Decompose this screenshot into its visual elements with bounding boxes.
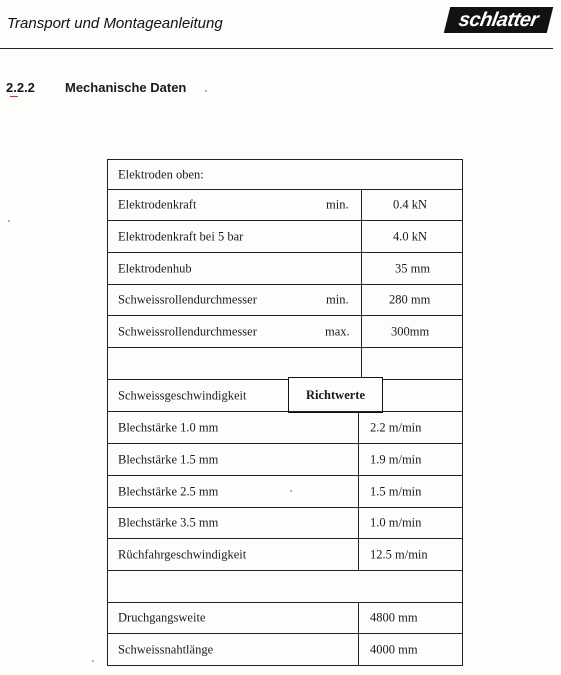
table-row [107, 252, 463, 285]
row-value: 1.5 m/min [370, 484, 422, 498]
scan-speck [8, 220, 10, 222]
row-value: 4800 mm [370, 610, 418, 625]
speed-heading: Schweissgeschwindigkeit [118, 388, 247, 402]
column-divider [358, 633, 359, 666]
column-divider [361, 220, 362, 253]
column-divider [361, 347, 362, 380]
section-number: 2.2.2 [6, 80, 35, 95]
table-row-empty [107, 347, 463, 380]
table-row [107, 602, 463, 634]
row-value: 4.0 kN [393, 229, 428, 243]
row-label: Blechstärke 3.5 mm [118, 515, 219, 530]
row-label: Blechstärke 2.5 mm [118, 484, 219, 498]
guide-values-box: Richtwerte [288, 377, 383, 413]
schlatter-logo [444, 7, 553, 33]
row-value: 1.0 m/min [370, 515, 422, 530]
row-label: Schweissrollendurchmesser [118, 292, 257, 307]
row-value: 0.4 kN [393, 197, 428, 212]
section-title: Mechanische Daten [65, 80, 187, 95]
column-divider [358, 411, 359, 444]
row-value: 2.2 m/min [370, 420, 422, 434]
column-divider [358, 443, 359, 476]
table-row [107, 315, 463, 348]
table-row [107, 475, 463, 508]
column-divider [358, 538, 359, 571]
section-number-mark [10, 96, 18, 97]
row-label: Schweissnahtlänge [118, 642, 214, 656]
row-label: Rüchfahrgeschwindigkeit [118, 547, 247, 561]
electrodes-heading: Elektroden oben: [118, 167, 204, 181]
row-value: 300mm [391, 324, 430, 338]
row-label: Druchgangsweite [118, 610, 206, 625]
row-label: Blechstärke 1.0 mm [118, 420, 219, 434]
scan-speck [92, 660, 94, 662]
table-row [107, 189, 463, 221]
table-row [107, 538, 463, 571]
table-row [107, 507, 463, 539]
column-divider [361, 189, 362, 221]
row-label: Elektrodenhub [118, 261, 192, 275]
table-row [107, 633, 463, 666]
table-row-empty [107, 570, 463, 603]
row-label: Schweissrollendurchmesser [118, 324, 257, 338]
logo-text: schlatter [457, 8, 541, 31]
row-label: Elektrodenkraft bei 5 bar [118, 229, 244, 243]
row-value: 4000 mm [370, 642, 418, 656]
row-value: 12.5 m/min [370, 547, 428, 561]
document-header-title: Transport und Montageanleitung [7, 15, 223, 32]
column-divider [361, 284, 362, 316]
column-divider [358, 507, 359, 539]
table-row [107, 220, 463, 253]
column-divider [361, 252, 362, 285]
scan-speck [205, 90, 207, 92]
row-value: 35 mm [395, 261, 431, 275]
table-row-speed-heading [107, 379, 463, 412]
row-qualifier: min. [326, 197, 349, 212]
table-row [107, 443, 463, 476]
table-row [107, 411, 463, 444]
column-divider [358, 475, 359, 508]
column-divider [358, 602, 359, 634]
table-row [107, 284, 463, 316]
row-label: Elektrodenkraft [118, 197, 197, 212]
row-qualifier: max. [325, 324, 350, 338]
table-row-electrodes-heading [107, 159, 463, 190]
row-value: 280 mm [389, 292, 431, 307]
row-value: 1.9 m/min [370, 452, 422, 466]
row-label: Blechstärke 1.5 mm [118, 452, 219, 466]
column-divider [361, 315, 362, 348]
row-qualifier: min. [326, 292, 349, 307]
header-divider [0, 48, 553, 49]
